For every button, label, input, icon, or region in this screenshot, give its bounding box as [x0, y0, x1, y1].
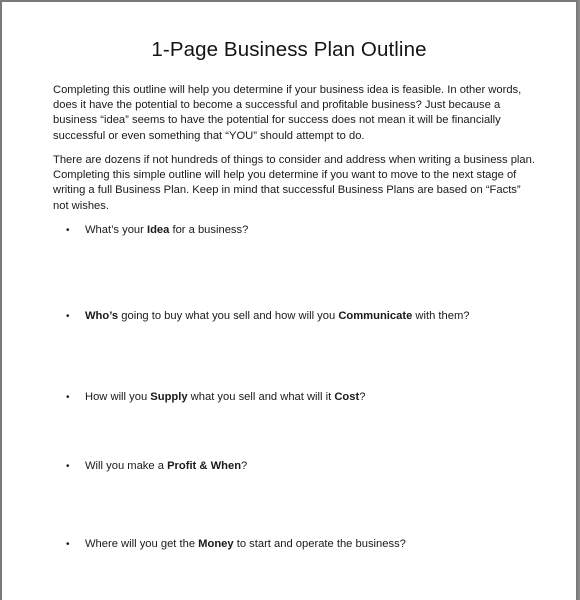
document-page — [2, 2, 576, 600]
question-keyword: Idea — [146, 224, 170, 236]
question-text: what you sell and what will it — [187, 391, 335, 403]
question-text: for a business? — [169, 224, 249, 236]
question-item-idea — [66, 223, 248, 238]
question-text: Where will you get the — [85, 538, 199, 550]
question-keyword: Supply — [150, 391, 188, 403]
bullet-marker: • — [66, 311, 70, 322]
question-keyword: Cost — [334, 391, 360, 403]
page-title: 1-Page Business Plan Outline — [151, 38, 427, 61]
bullet-marker: • — [66, 392, 70, 403]
question-text: How will you — [85, 391, 151, 403]
question-item-profit — [66, 459, 247, 474]
guidance-paragraph: There are dozens if not hundreds of things to consider and address when writing a business plan. Completing this simple outline will help you determine if you want to move to the next stage of writing a full Business Plan. Keep in mind that successful Business Plans are based on “Facts” not wishes. — [53, 154, 535, 212]
question-item-supply — [66, 390, 365, 405]
question-text: What’s your — [85, 224, 147, 236]
bullet-marker: • — [66, 539, 70, 550]
question-keyword: Profit & When — [167, 460, 242, 472]
question-text: ? — [359, 391, 366, 403]
question-text: to start and operate the business? — [233, 538, 406, 550]
intro-paragraph: Completing this outline will help you determine if your business idea is feasible. In other words, does it have the potential to become a successful and profitable business? Just because a business “idea” seems to have the potential for success does not mean it will be financially successful or even something that “YOU” should attempt to do. — [53, 84, 522, 142]
question-text: going to buy what you sell and how will you — [118, 310, 339, 322]
bullet-marker: • — [66, 225, 70, 236]
question-item-customers — [66, 309, 470, 324]
question-item-money — [66, 537, 406, 552]
question-text: ? — [241, 460, 248, 472]
bullet-marker: • — [66, 461, 70, 472]
question-text: Will you make a — [85, 460, 168, 472]
question-text: with them? — [412, 310, 470, 322]
question-keyword: Who’s — [85, 310, 119, 322]
question-keyword: Money — [198, 538, 234, 550]
question-list — [2, 2, 576, 600]
question-keyword: Communicate — [338, 310, 413, 322]
